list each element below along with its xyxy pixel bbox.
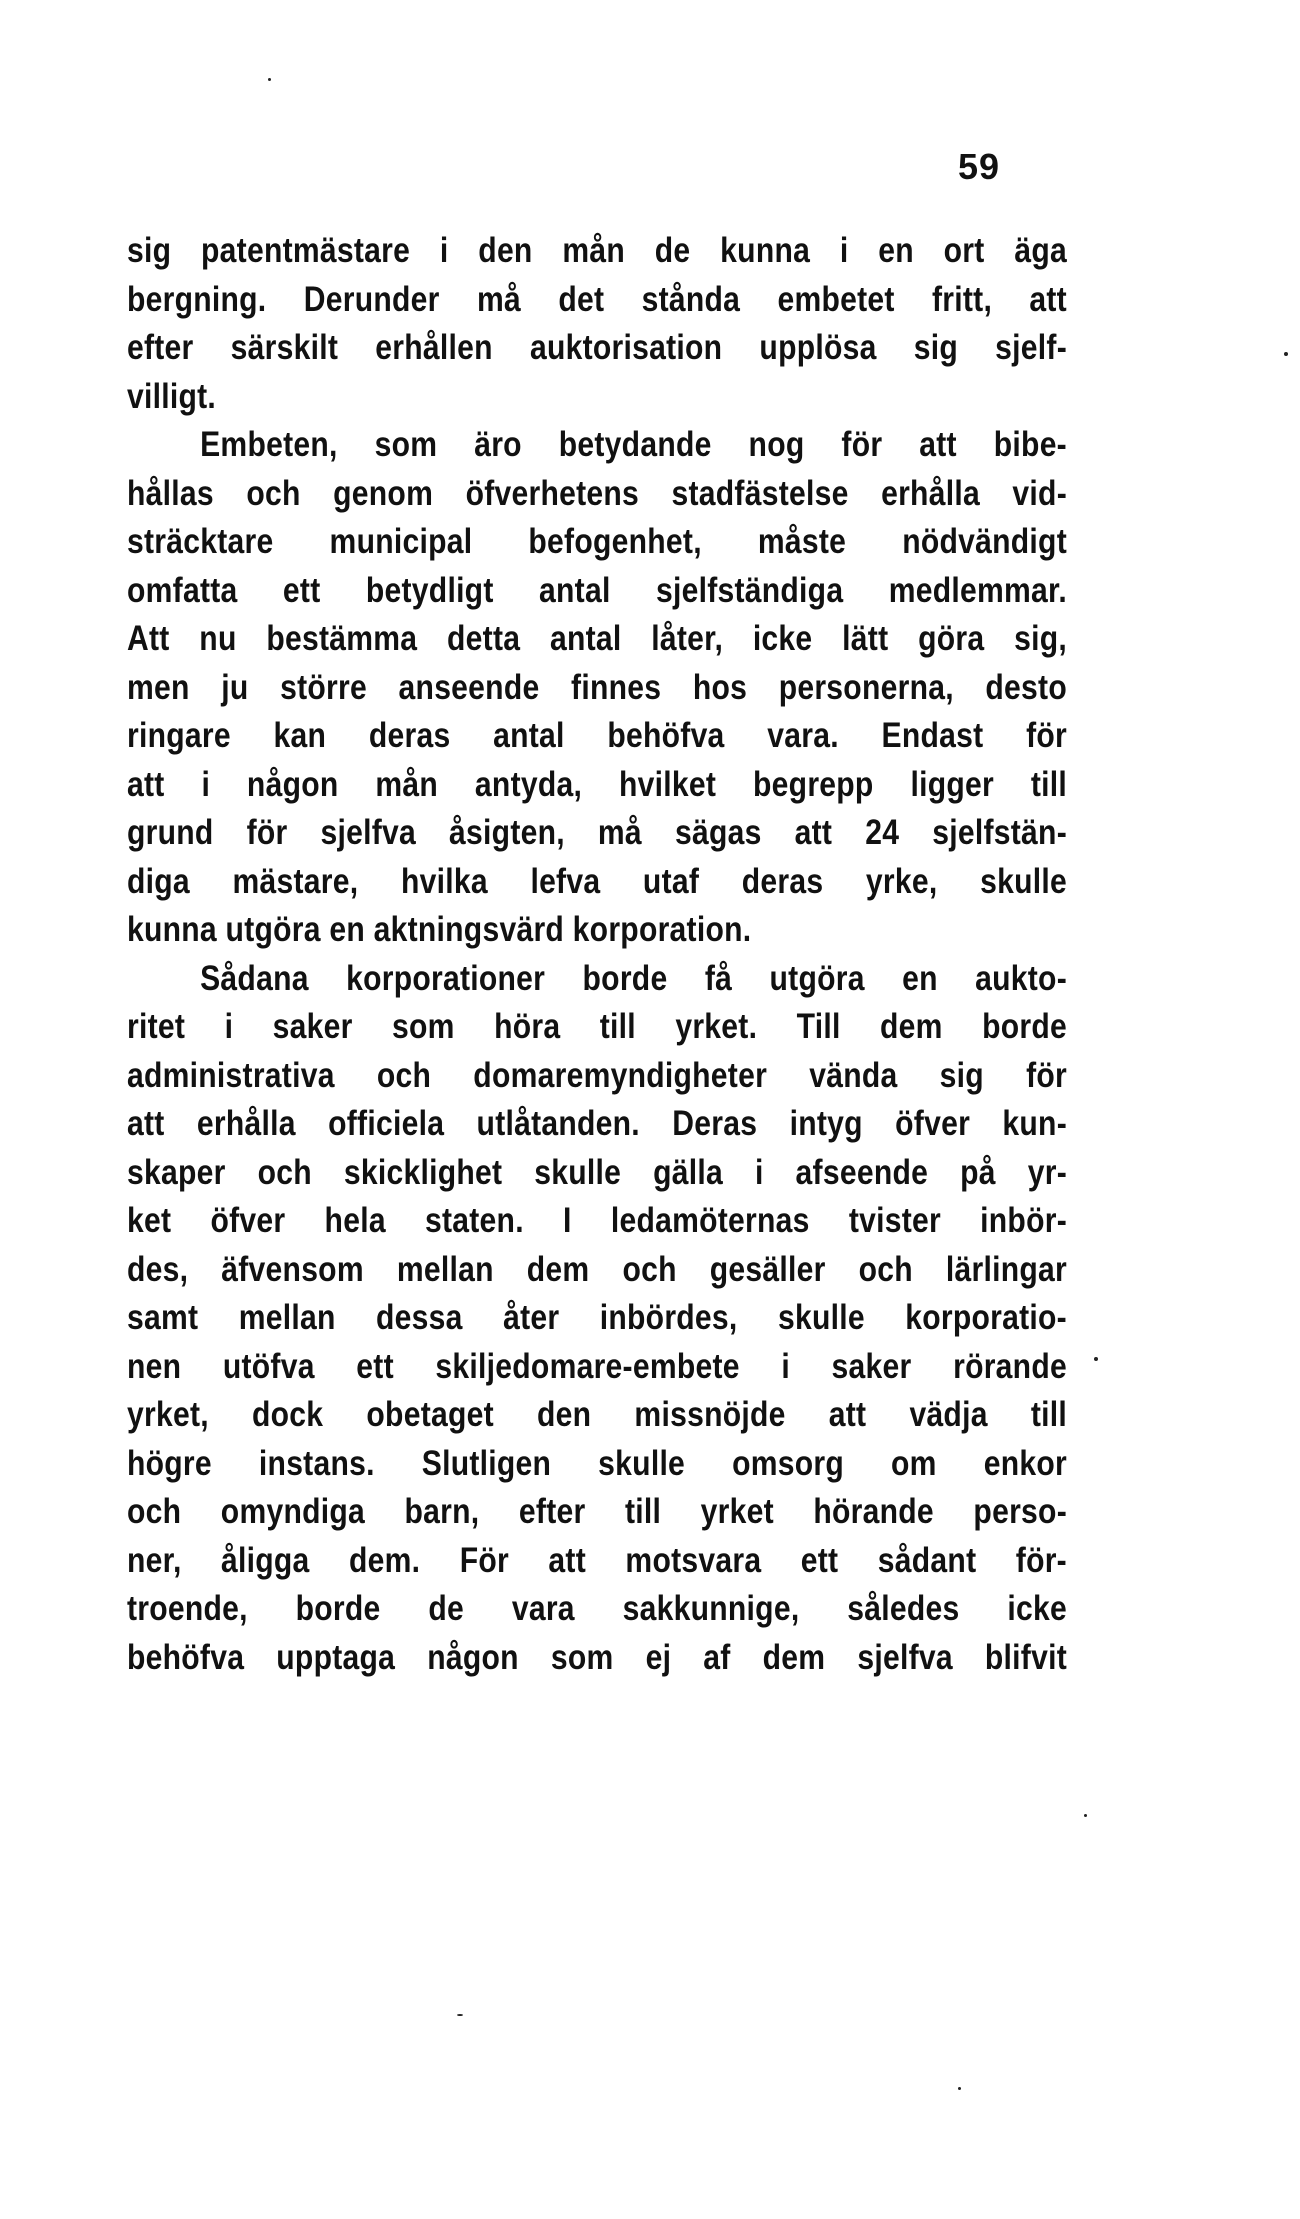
text-line: efter särskilt erhållen auktorisation upplösa sig sjelf-	[127, 328, 1067, 367]
text-line: ringare kan deras antal behöfva vara. Endast för	[127, 716, 1067, 755]
text-line: administrativa och domaremyndigheter vända sig för	[127, 1055, 1067, 1095]
text-line: omfatta ett betydligt antal sjelfständiga medlemmar.	[127, 570, 1067, 610]
page-number: 59	[958, 146, 1001, 187]
text-line: men ju större anseende finnes hos personerna, desto	[127, 667, 1067, 707]
text-line: ner, åligga dem. För att motsvara ett sådant för-	[127, 1540, 1067, 1580]
text-line: sig patentmästare i den mån de kunna i en ort äga	[127, 231, 1067, 270]
text-line: yrket, dock obetaget den missnöjde att vädja till	[127, 1395, 1067, 1434]
paragraph-start-line: Sådana korporationer borde få utgöra en aukto-	[200, 958, 1067, 998]
text-line: att i någon mån antyda, hvilket begrepp ligger till	[127, 764, 1067, 804]
text-line: grund för sjelfva åsigten, må sägas att 24 sjelfstän-	[127, 813, 1067, 852]
text-line: ritet i saker som höra till yrket. Till dem borde	[127, 1007, 1067, 1046]
scan-speck	[958, 2087, 961, 2090]
text-line: hållas och genom öfverhetens stadfästelse erhålla vid-	[127, 473, 1067, 513]
body-text	[127, 227, 1067, 1682]
text-line: högre instans. Slutligen skulle omsorg om enkor	[127, 1443, 1067, 1483]
text-line: skaper och skicklighet skulle gälla i afseende på yr-	[127, 1152, 1067, 1192]
text-line: samt mellan dessa åter inbördes, skulle korporatio-	[127, 1298, 1067, 1337]
paragraph-start-line: Embeten, som äro betydande nog för att bibe-	[200, 425, 1067, 464]
text-line: diga mästare, hvilka lefva utaf deras yrke, skulle	[127, 861, 1067, 901]
text-line: behöfva upptaga någon som ej af dem sjelfva blifvit	[127, 1637, 1067, 1677]
scan-speck	[1094, 1357, 1098, 1361]
scan-speck	[457, 2014, 463, 2016]
scan-speck	[268, 78, 271, 81]
text-line: villigt.	[127, 376, 217, 416]
text-line: att erhålla officiela utlåtanden. Deras intyg öfver kun-	[127, 1104, 1067, 1143]
scan-speck	[1084, 1814, 1087, 1817]
text-line: nen utöfva ett skiljedomare-embete i saker rörande	[127, 1346, 1067, 1386]
text-line: ket öfver hela staten. I ledamöternas tvister inbör-	[127, 1201, 1067, 1240]
text-line: bergning. Derunder må det stånda embetet fritt, att	[127, 279, 1067, 319]
text-line: och omyndiga barn, efter till yrket hörande perso-	[127, 1492, 1067, 1531]
text-line: sträcktare municipal befogenhet, måste nödvändigt	[127, 522, 1067, 561]
text-line: Att nu bestämma detta antal låter, icke lätt göra sig,	[127, 619, 1067, 658]
text-line: troende, borde de vara sakkunnige, således icke	[127, 1589, 1067, 1628]
text-line: des, äfvensom mellan dem och gesäller och lärlingar	[127, 1249, 1067, 1289]
scan-speck	[1284, 352, 1288, 356]
text-line: kunna utgöra en aktningsvärd korporation.	[127, 910, 752, 949]
